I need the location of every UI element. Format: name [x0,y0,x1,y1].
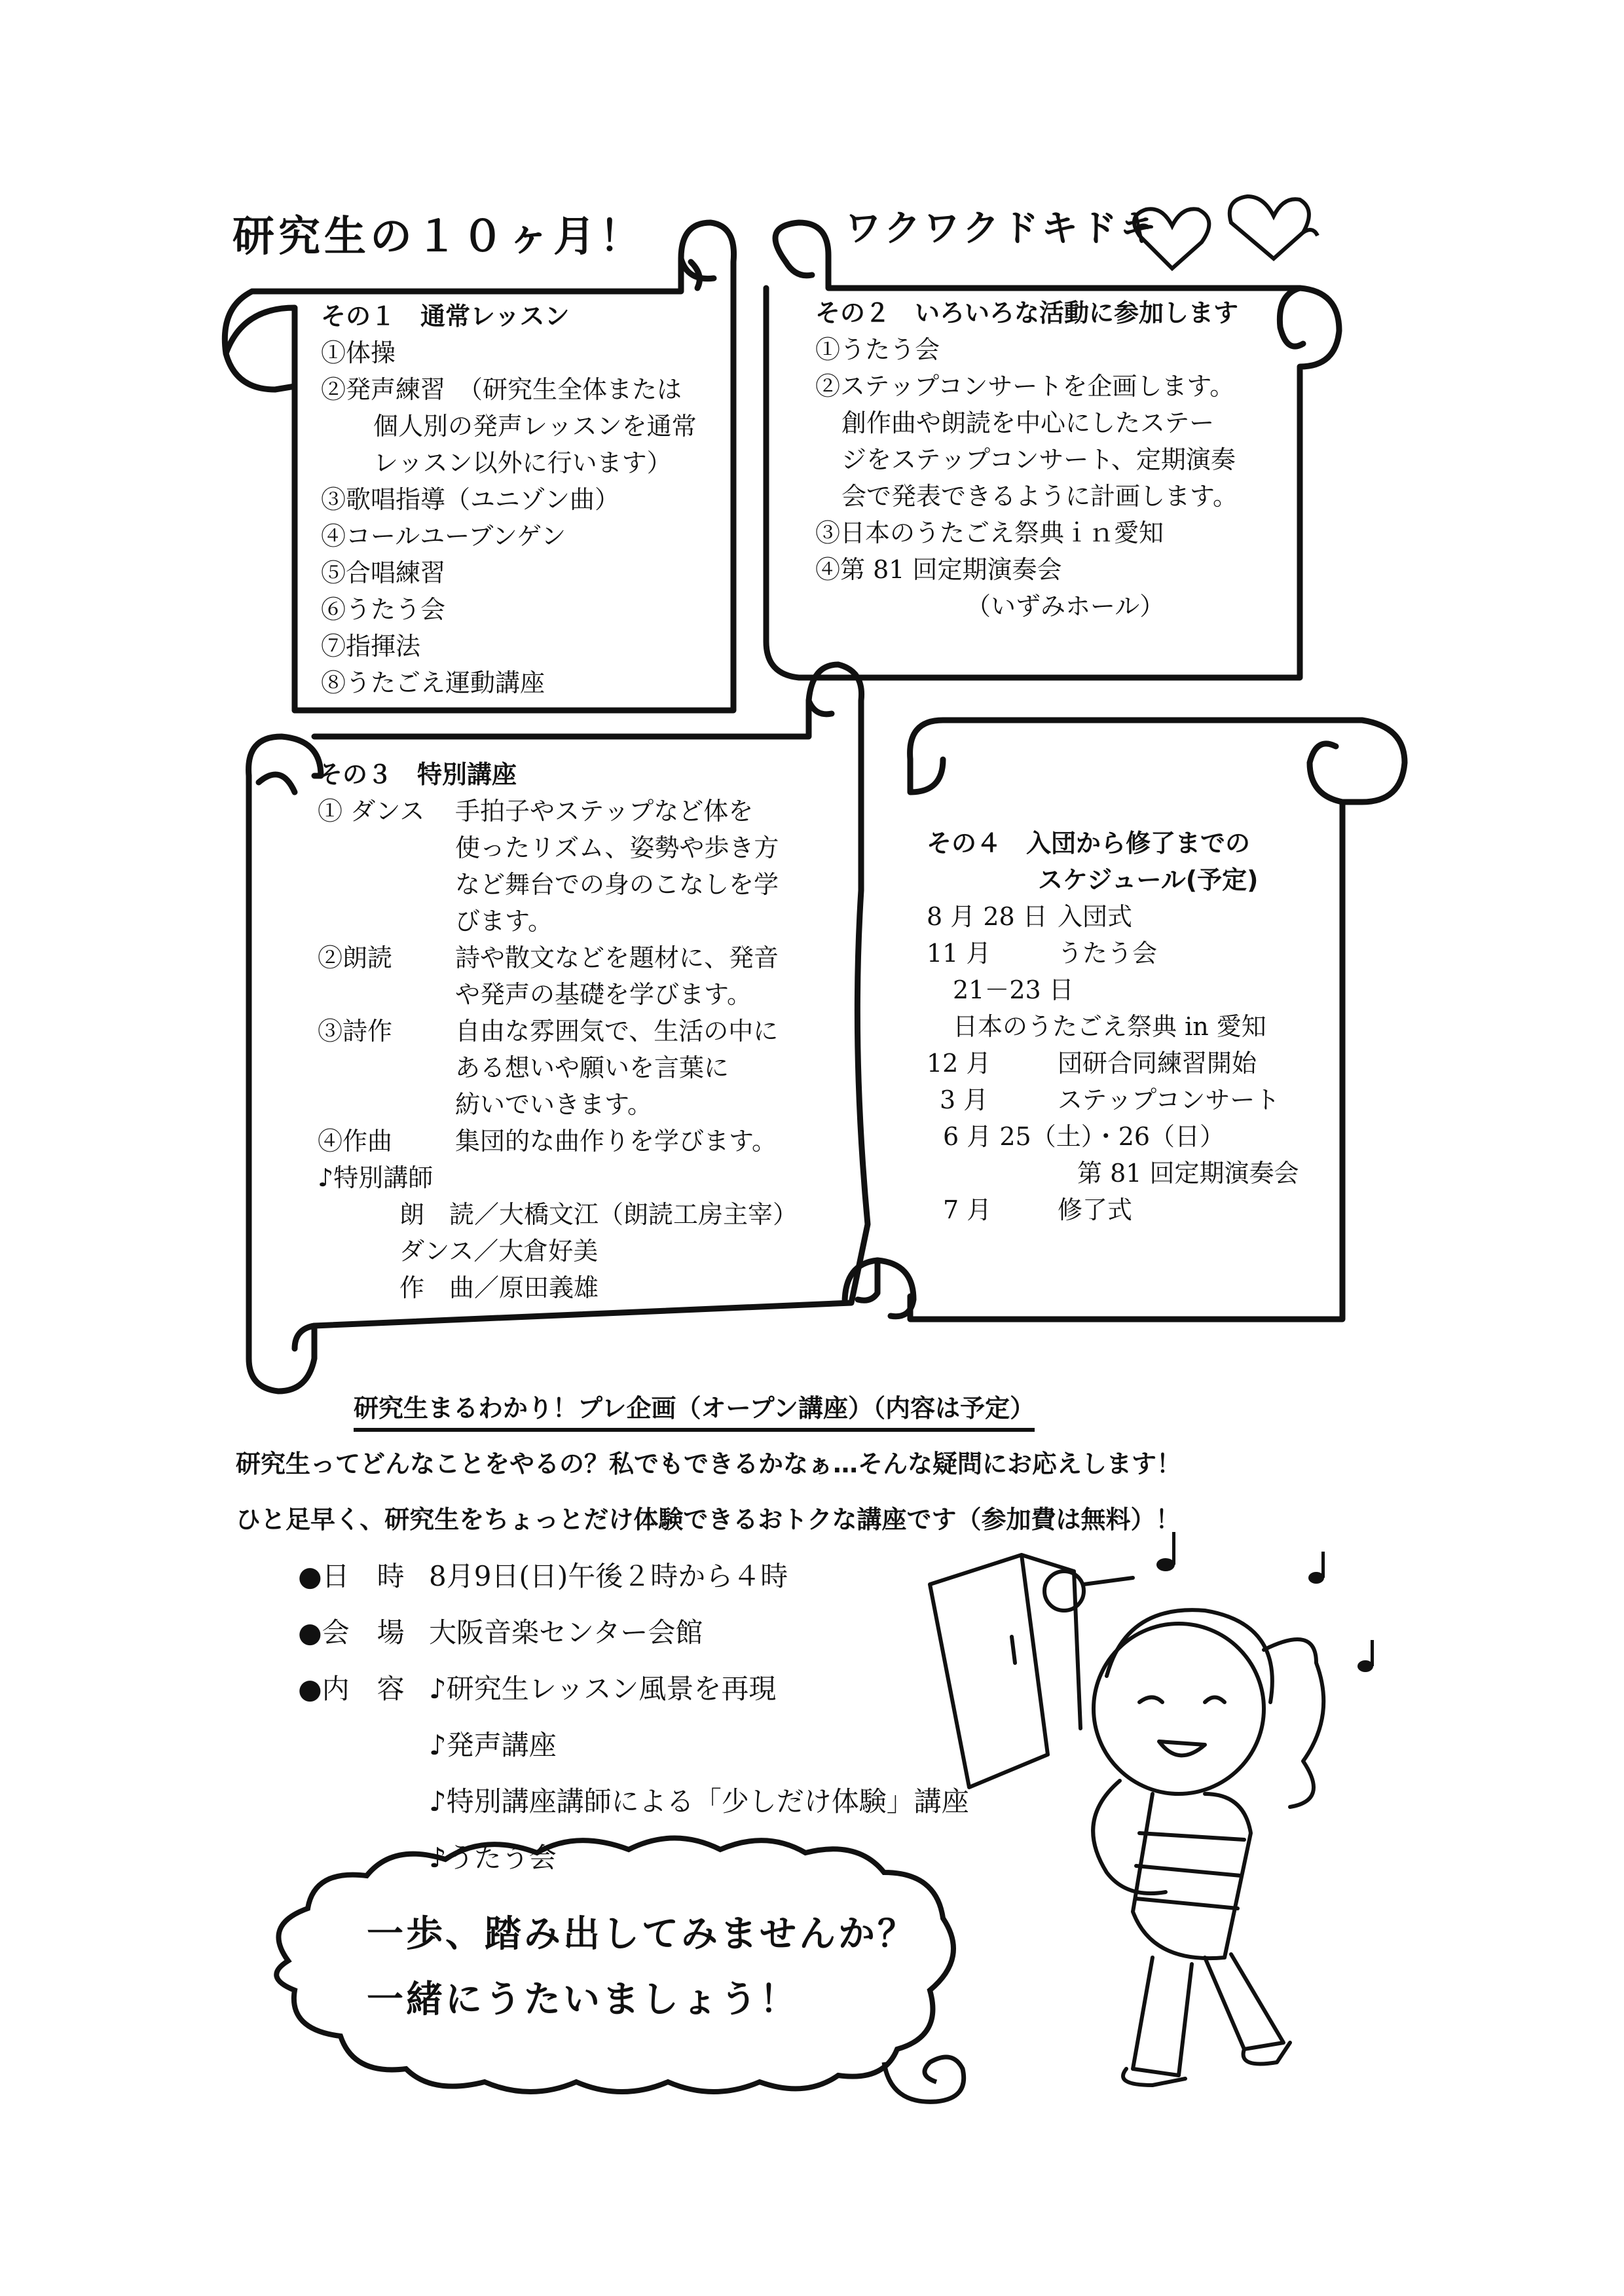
list-item: ⑦指揮法 [321,632,421,661]
lecturer: 作 曲／原田義雄 [399,1273,599,1302]
list-item: ③日本のうたごえ祭典ｉｎ愛知 [815,519,1164,547]
schedule-date: 21－23 日 [953,975,1074,1004]
pre-event-intro2: ひと足早く、研究生をちょっとだけ体験できるおトクな講座です（参加費は無料）！ [236,1505,1181,1534]
course-name: ③詩作 [318,1017,393,1046]
section4-subtitle: スケジュール(予定) [1038,866,1259,894]
list-item: ③歌唱指導（ユニゾン曲） [321,485,620,514]
content-item: ♪うたう会 [429,1842,557,1874]
handwritten-excitement: ワクワクドキドキ [845,208,1159,250]
content-item: ♪特別講座講師による「少しだけ体験」講座 [429,1785,969,1817]
course-desc: 手拍子やステップなど体を [455,797,754,826]
date-label: ●日 時 [298,1560,405,1592]
schedule-event: うたう会 [1058,939,1158,968]
lecturer: ダンス／大倉好美 [399,1237,599,1266]
date-value: 8月9日(日)午後２時から４時 [429,1560,788,1592]
course-name: ②朗読 [318,943,393,972]
schedule-date: 7 月 [943,1195,992,1224]
section3 [318,756,798,1306]
list-item: 個人別の発声レッスンを通常 [373,412,697,441]
schedule-date: 8 月 28 日 [927,902,1048,931]
list-item: ⑧うたごえ運動講座 [321,668,545,697]
course-desc: など舞台での身のこなしを学 [455,870,779,899]
course-desc: 集団的な曲作りを学びます。 [455,1127,777,1156]
list-item: ④コールユーブンゲン [321,522,566,551]
venue-value: 大阪音楽センター会館 [429,1616,703,1649]
content-item: ♪発声講座 [429,1729,557,1761]
list-item: ②発声練習 （研究生全体または [321,375,682,404]
schedule-event: ステップコンサート [1058,1085,1280,1114]
list-item: ②ステップコンサートを企画します。 [815,372,1235,401]
course-desc: 自由な雰囲気で、生活の中に [455,1017,779,1046]
schedule-event: 第 81 回定期演奏会 [1077,1159,1299,1188]
section2-title: その２ いろいろな活動に参加します [815,299,1239,327]
cloud-message [367,1902,917,2033]
schedule-date: 日本のうたごえ祭典 in 愛知 [953,1012,1266,1041]
cloud-line1: 一歩、踏み出してみませんか？ [367,1913,917,1956]
content-item: ♪研究生レッスン風景を再現 [429,1673,777,1705]
course-name: ① ダンス [318,797,425,826]
schedule-date: 11 月 [927,939,991,968]
schedule-event: 団研合同練習開始 [1058,1049,1257,1078]
hearts-decoration [1134,196,1318,268]
list-item: 会で発表できるように計画します。 [841,482,1238,511]
section2 [815,295,1238,625]
schedule-event: 修了式 [1058,1195,1133,1224]
section4-title: その４ 入団から修了までの [927,829,1251,858]
cloud-line2: 一緒にうたいましょう！ [367,1978,799,2021]
course-name: ④作曲 [318,1127,393,1156]
section1-title: その１ 通常レッスン [321,302,570,331]
pre-event-heading: 研究生まるわかり！プレ企画（オープン講座）（内容は予定） [354,1388,1035,1432]
singing-girl-illustration [930,1555,1323,2085]
list-item: ⑥うたう会 [321,595,446,624]
page-title: 研究生の１０ヶ月！ [232,213,645,261]
list-item: ジをステップコンサート、定期演奏 [841,445,1236,474]
content-label: ●内 容 [298,1673,405,1705]
pre-event-details [298,1548,969,1886]
course-desc: びます。 [455,907,553,936]
list-item: ①うたう会 [815,335,940,364]
section4 [927,825,1299,1228]
venue-label: ●会 場 [298,1616,405,1649]
pre-event-intro1: 研究生ってどんなことをやるの？私でもできるかなぁ…そんな疑問にお応えします！ [236,1449,1182,1478]
course-desc: 詩や散文などを題材に、発音 [455,943,779,972]
list-item: レッスン以外に行います） [373,448,672,477]
list-item: ①体操 [321,338,396,367]
lecturers-heading: ♪特別講師 [318,1163,434,1192]
lecturer: 朗 読／大橋文江（朗読工房主宰） [399,1200,798,1229]
course-desc: ある想いや願いを言葉に [455,1053,729,1082]
course-desc: や発声の基礎を学びます。 [455,980,752,1009]
list-item: ④第 81 回定期演奏会 [815,555,1062,584]
list-item: （いずみホール） [966,592,1165,621]
list-item: 創作曲や朗読を中心にしたステー [841,409,1215,437]
schedule-date: 6 月 25（土）・26（日） [943,1122,1225,1151]
course-desc: 使ったリズム、姿勢や歩き方 [455,833,779,862]
course-desc: 紡いでいきます。 [455,1090,652,1119]
section3-title: その３ 特別講座 [318,760,517,789]
schedule-date: 3 月 [940,1085,989,1114]
section1 [321,298,697,701]
schedule-event: 入団式 [1058,902,1133,931]
list-item: ⑤合唱練習 [321,558,446,587]
schedule-date: 12 月 [927,1049,991,1078]
